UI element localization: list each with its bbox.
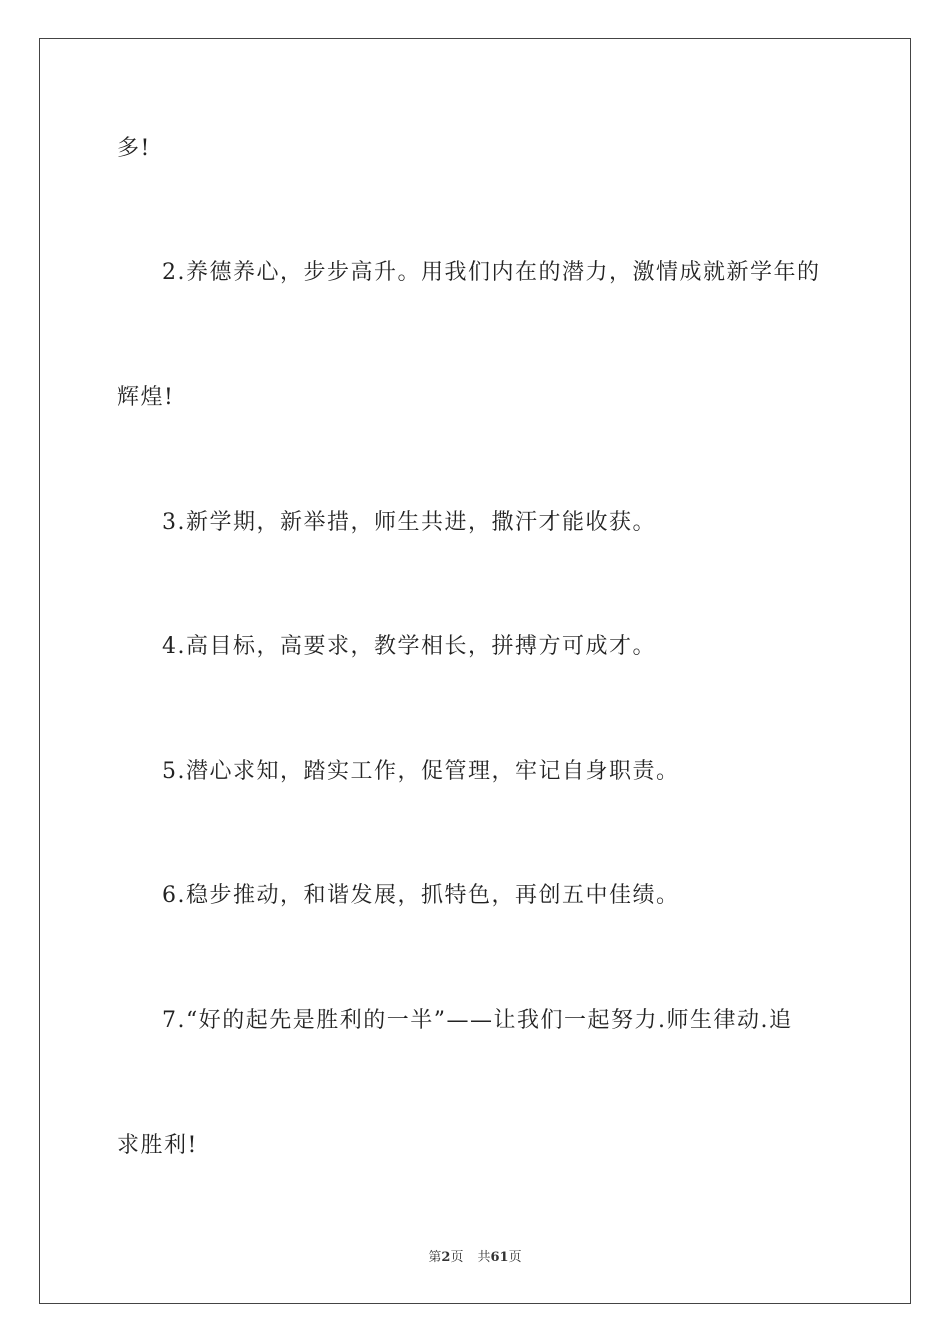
page-footer: [0, 1246, 950, 1265]
page-prefix: 第: [428, 1250, 442, 1265]
page-suffix: 页: [450, 1250, 464, 1265]
text-line: 6.稳步推动，和谐发展，抓特色，再创五中佳绩。: [162, 883, 680, 908]
page-border: [39, 38, 911, 1304]
text-line: 多!: [117, 136, 151, 161]
text-line: 7.“好的起先是胜利的一半”——让我们一起努力.师生律动.追: [162, 1008, 793, 1033]
text-line: 3.新学期，新举措，师生共进，撒汗才能收获。: [162, 510, 656, 535]
text-line: 5.潜心求知，踏实工作，促管理，牢记自身职责。: [162, 759, 680, 784]
text-line: 求胜利!: [117, 1133, 198, 1158]
text-line: 辉煌!: [117, 385, 175, 410]
total-pages: 61: [490, 1250, 509, 1265]
text-line: 4.高目标，高要求，教学相长，拼搏方可成才。: [162, 634, 656, 659]
text-line: 2.养德养心，步步高升。用我们内在的潜力，激情成就新学年的: [162, 260, 821, 285]
total-suffix: 页: [508, 1250, 522, 1265]
page-number: 2: [441, 1250, 451, 1265]
total-prefix: 共: [477, 1250, 491, 1265]
